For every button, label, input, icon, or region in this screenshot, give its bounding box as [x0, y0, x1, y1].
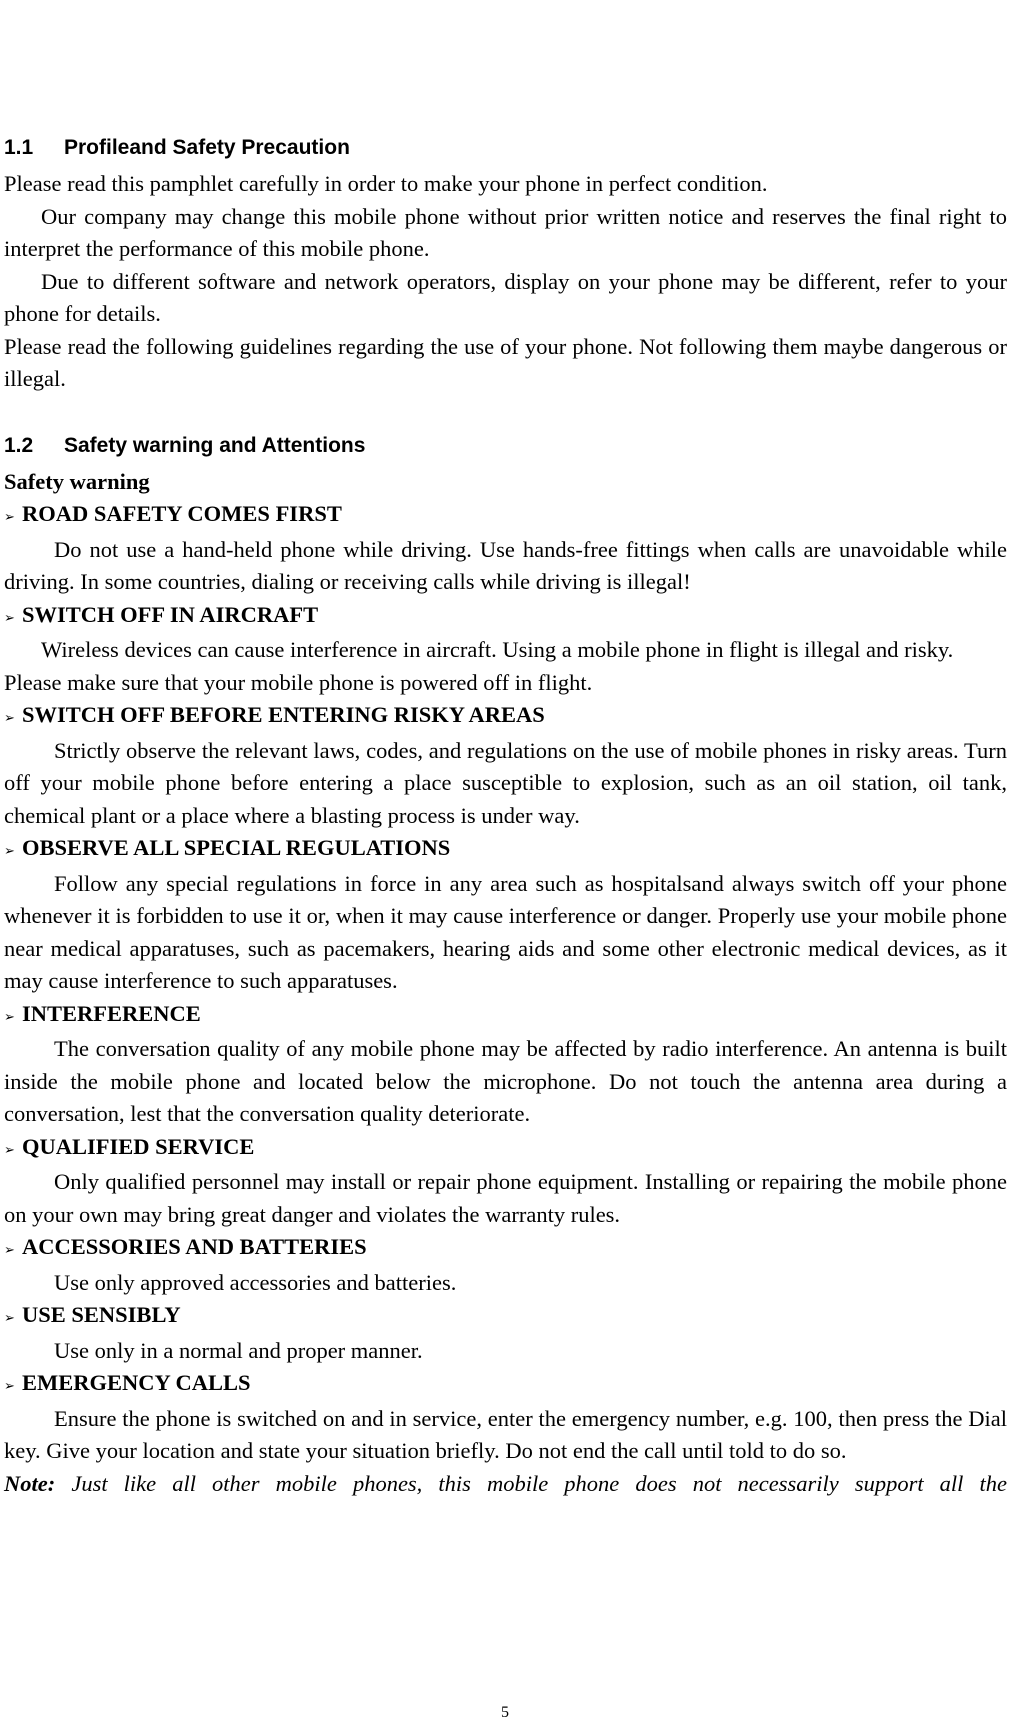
arrow-bullet-icon: ➢ — [4, 1242, 15, 1257]
bullet-body: Use only approved accessories and batteries. — [54, 1269, 457, 1295]
bullet-body: Wireless devices can cause interference in aircraft. Using a mobile phone in flight is illegal and risky. — [41, 637, 954, 662]
section-heading-1-1 — [4, 128, 1007, 168]
page-number: 5 — [501, 1704, 509, 1721]
bullet-heading — [4, 1131, 1007, 1167]
bullet-heading — [4, 498, 1007, 534]
bullet-heading-text: ACCESSORIES AND BATTERIES — [22, 1234, 367, 1259]
note-label: Note: — [4, 1470, 56, 1496]
bullet-heading — [4, 699, 1007, 735]
section-number: 1.1 — [4, 136, 34, 159]
bullet-heading — [4, 1299, 1007, 1335]
arrow-bullet-icon: ➢ — [4, 509, 15, 524]
bullet-heading — [4, 599, 1007, 635]
bullet-heading — [4, 998, 1007, 1034]
bullet-heading-text: SWITCH OFF BEFORE ENTERING RISKY AREAS — [22, 702, 545, 727]
paragraph: Please read this pamphlet carefully in order to make your phone in perfect condition. — [4, 171, 768, 196]
note-paragraph — [4, 1468, 1007, 1501]
arrow-bullet-icon: ➢ — [4, 1008, 15, 1024]
document-page — [4, 128, 1007, 1500]
bullet-heading-text: SWITCH OFF IN AIRCRAFT — [22, 601, 319, 627]
bullet-body: Use only in a normal and proper manner. — [54, 1337, 423, 1363]
section-title: Profileand Safety Precaution — [64, 136, 350, 159]
section-number: 1.2 — [4, 433, 34, 457]
note-text: Just like all other mobile phones, this mobile phone does not necessarily support all the — [71, 1470, 1007, 1496]
paragraph: Due to different software and network operators, display on your phone may be different, refer to your phone for details. — [4, 268, 1007, 326]
arrow-bullet-icon: ➢ — [4, 609, 15, 625]
arrow-bullet-icon: ➢ — [4, 1310, 15, 1325]
bullet-heading — [4, 832, 1007, 868]
bullet-body: Only qualified personnel may install or repair phone equipment. Installing or repairing the mobile phone on your own may bring great danger and violates the warranty rules. — [4, 1169, 1007, 1227]
arrow-bullet-icon: ➢ — [4, 1141, 15, 1157]
bullet-heading-text: OBSERVE ALL SPECIAL REGULATIONS — [22, 835, 451, 860]
section-heading-1-2 — [4, 426, 1007, 466]
bullet-heading-text: QUALIFIED SERVICE — [22, 1133, 255, 1159]
paragraph: Please read the following guidelines regarding the use of your phone. Not following them maybe dangerous or illegal. — [4, 333, 1007, 391]
bullet-heading-text: EMERGENCY CALLS — [22, 1370, 251, 1395]
bullet-body-extra: Please make sure that your mobile phone is powered off in flight. — [4, 669, 593, 695]
section-title: Safety warning and Attentions — [64, 433, 366, 457]
subheading: Safety warning — [4, 468, 150, 494]
paragraph: Our company may change this mobile phone without prior written notice and reserves the final right to interpret the performance of this mobile phone. — [4, 203, 1007, 261]
arrow-bullet-icon: ➢ — [4, 710, 15, 725]
arrow-bullet-icon: ➢ — [4, 1378, 15, 1393]
arrow-bullet-icon: ➢ — [4, 843, 15, 858]
bullet-heading-text: ROAD SAFETY COMES FIRST — [22, 501, 342, 526]
bullet-body: The conversation quality of any mobile phone may be affected by radio interference. An antenna is built inside the mobile phone and located below the microphone. Do not touch the antenna area during a conversation, lest that the conversation quality deteriorate. — [4, 1036, 1007, 1126]
bullet-body: Follow any special regulations in force in any area such as hospitalsand always switch off your phone whenever it is forbidden to use it or, when it may cause interference or danger. Properly use your mobile phone near medical apparatuses, such as pacemakers, hearing aids and some other electronic medical devices, as it may cause interference to such apparatuses. — [4, 870, 1007, 993]
bullet-heading — [4, 1231, 1007, 1267]
bullet-body: Ensure the phone is switched on and in service, enter the emergency number, e.g. 100, then press the Dial key. Give your location and state your situation briefly. Do not end the call until told to do so. — [4, 1405, 1007, 1463]
bullet-heading-text: USE SENSIBLY — [22, 1302, 181, 1327]
bullet-body: Do not use a hand-held phone while driving. Use hands-free fittings when calls are unavoidable while driving. In some countries, dialing or receiving calls while driving is illegal! — [4, 536, 1007, 594]
bullet-heading-text: INTERFERENCE — [22, 1000, 201, 1026]
bullet-heading — [4, 1367, 1007, 1403]
bullet-body: Strictly observe the relevant laws, codes, and regulations on the use of mobile phones in risky areas. Turn off your mobile phone before entering a place susceptible to explosion, such as an oil station, oil tank, chemical plant or a place where a blasting process is under way. — [4, 737, 1007, 828]
